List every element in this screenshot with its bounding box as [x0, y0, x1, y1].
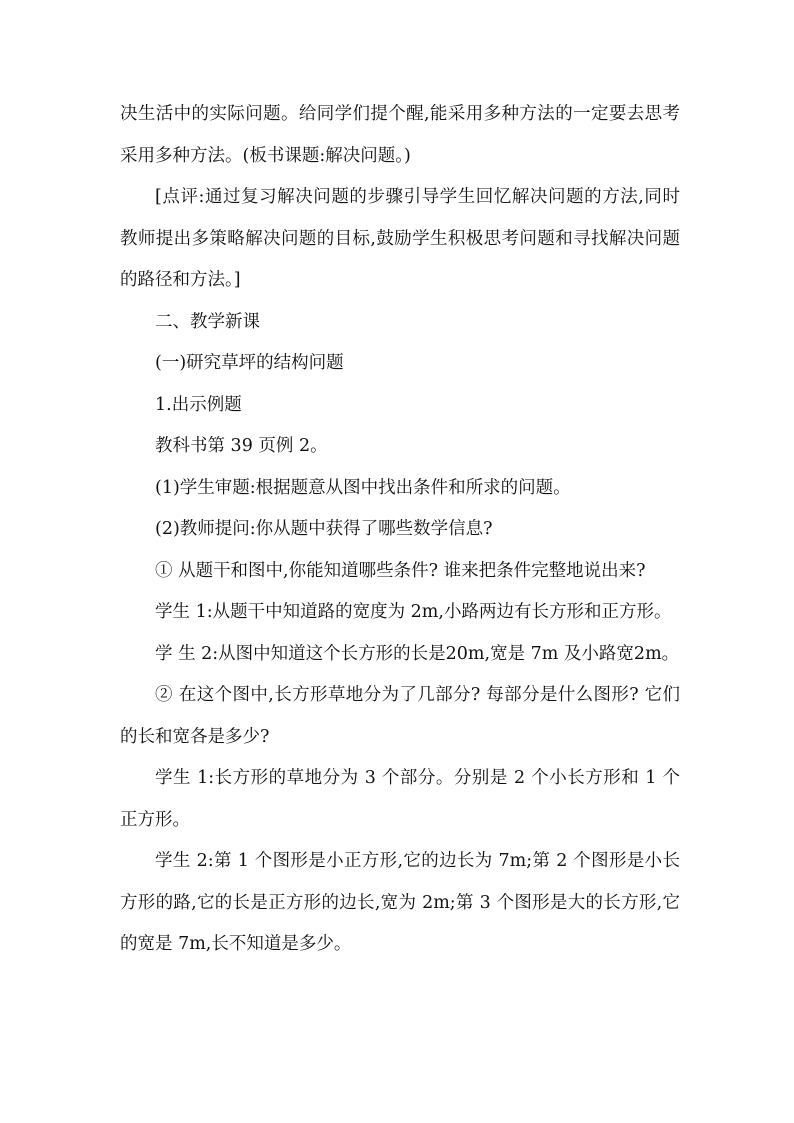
- paragraph-student-2-answer-b: 学生 2:第 1 个图形是小正方形,它的边长为 7m;第 2 个图形是小长方形的路,它的长是正方形的边长,宽为 2m;第 3 个图形是大的长方形,它的宽是 7m,长不知道是多少。: [120, 851, 680, 954]
- paragraph-student-1-answer-b: 学生 1:长方形的草地分为 3 个部分。分别是 2 个小长方形和 1 个正方形。: [120, 768, 680, 830]
- paragraph-question-1: ① 从题干和图中,你能知道哪些条件? 谁来把条件完整地说出来?: [155, 560, 646, 581]
- paragraph-student-review: (1)学生审题:根据题意从图中找出条件和所求的问题。: [155, 477, 571, 498]
- document-body: [120, 94, 680, 966]
- step-heading: 1.出示例题: [155, 394, 242, 415]
- paragraph-student-1-answer: 学生 1:从题干中知道路的宽度为 2m,小路两边有长方形和正方形。: [155, 602, 672, 622]
- subsection-heading: (一)研究草坪的结构问题: [155, 353, 344, 373]
- paragraph-question-2: ② 在这个图中,长方形草地分为了几部分? 每部分是什么图形? 它们的长和宽各是多少?: [120, 685, 680, 747]
- paragraph-1: 决生活中的实际问题。给同学们提个醒,能采用多种方法的一定要去思考采用多种方法。(板书课题:解决问题。): [120, 104, 680, 166]
- paragraph-student-2-answer: 学 生 2:从图中知道这个长方形的长是20m,宽是 7m 及小路宽2m。: [155, 643, 680, 664]
- paragraph-teacher-question: (2)教师提问:你从题中获得了哪些数学信息?: [155, 519, 493, 539]
- paragraph-2: [点评:通过复习解决问题的步骤引导学生回忆解决问题的方法,同时教师提出多策略解决问题的目标,鼓励学生积极思考问题和寻找解决问题的路径和方法。]: [120, 187, 680, 290]
- section-heading: 二、教学新课: [155, 311, 260, 332]
- paragraph-textbook-ref: 教科书第 39 页例 2。: [155, 436, 328, 456]
